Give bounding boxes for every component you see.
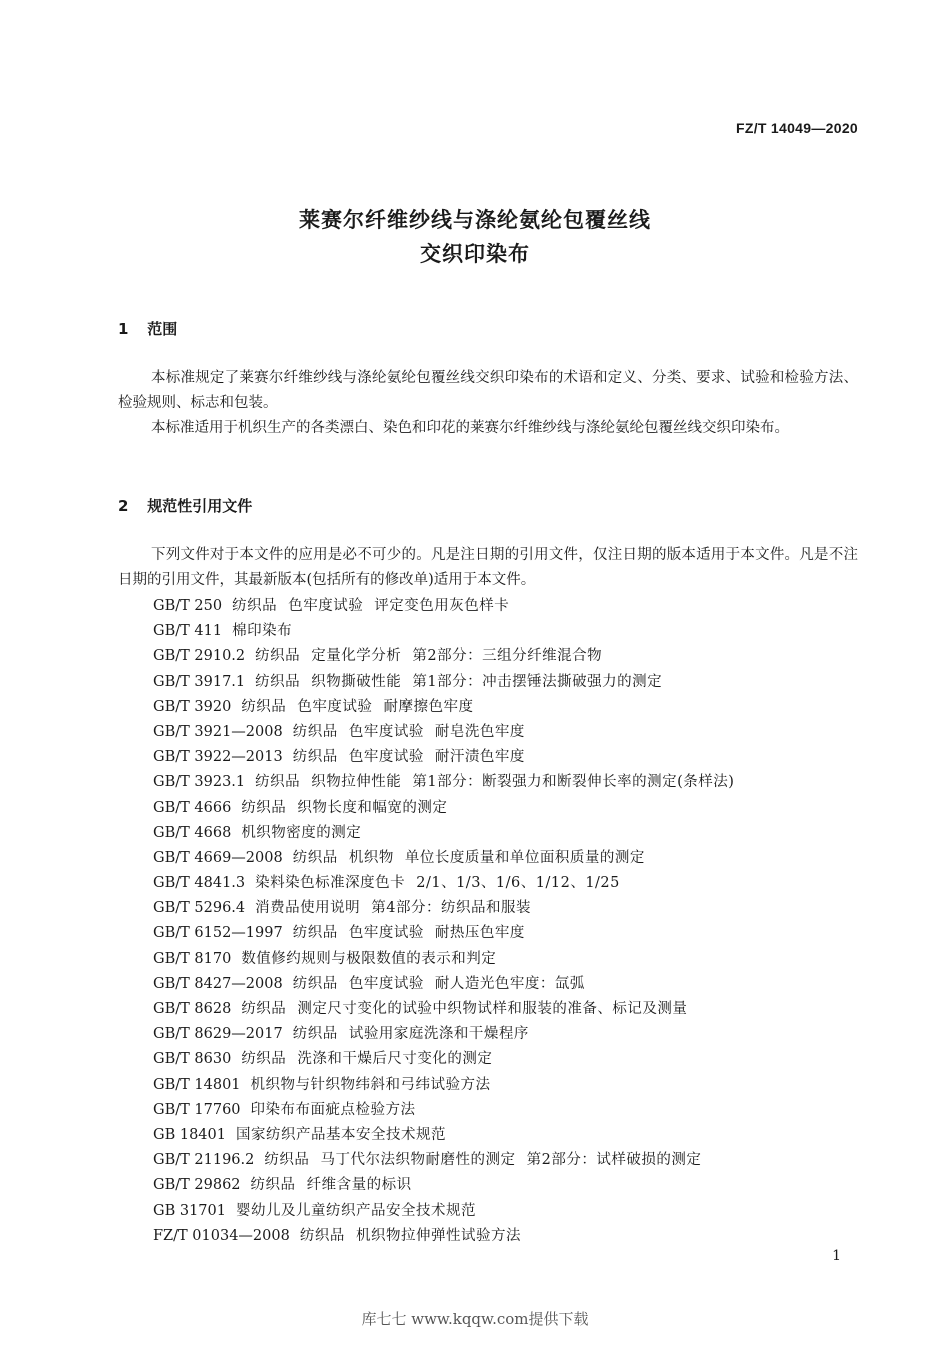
reference-title: 纺织品 色牢度试验 耐皂洗色牢度 [292, 723, 525, 740]
title-line-2: 交织印染布 [420, 242, 530, 266]
standard-code: FZ/T 14049—2020 [735, 120, 858, 136]
section-number: 1 [118, 320, 129, 338]
reference-title: 纺织品 织物撕破性能 第1部分：冲击摆锤法撕破强力的测定 [255, 673, 663, 690]
reference-item [153, 972, 734, 997]
reference-title: 纺织品 色牢度试验 耐热压色牢度 [292, 925, 525, 942]
reference-item [153, 720, 734, 745]
reference-code: GB/T 17760 [153, 1101, 241, 1118]
paragraph: 本标准适用于机织生产的各类漂白、染色和印花的莱赛尔纤维纱线与涤纶氨纶包覆丝线交织印染布。 [151, 420, 789, 436]
reference-title: 纺织品 色牢度试验 耐汗渍色牢度 [292, 749, 525, 766]
reference-code: GB/T 4668 [153, 824, 232, 841]
reference-item [153, 896, 734, 921]
reference-title: 印染布布面疵点检验方法 [250, 1101, 416, 1118]
reference-item [153, 1224, 734, 1249]
reference-code: GB/T 8628 [153, 1001, 232, 1017]
reference-code: GB/T 14801 [153, 1076, 241, 1093]
reference-code: GB/T 8629—2017 [153, 1026, 283, 1043]
reference-title: 婴幼儿及儿童纺织产品安全技术规范 [235, 1202, 476, 1219]
reference-code: GB/T 2910.2 [153, 648, 246, 665]
paragraph: 下列文件对于本文件的应用是必不可少的。凡是注日期的引用文件，仅注日期的版本适用于本文件。凡是不注日期的引用文件，其最新版本(包括所有的修改单)适用于本文件。 [118, 547, 858, 588]
reference-code: GB/T 6152—1997 [153, 925, 283, 942]
reference-item [153, 1173, 734, 1198]
reference-title: 数值修约规则与极限数值的表示和判定 [241, 950, 497, 967]
reference-code: GB 31701 [153, 1202, 226, 1219]
section-1-heading [118, 318, 177, 339]
reference-code: GB/T 250 [153, 598, 223, 614]
reference-item [153, 947, 734, 972]
reference-list [153, 594, 734, 1249]
reference-code: GB/T 8427—2008 [153, 975, 283, 992]
reference-title: 纺织品 定量化学分析 第2部分：三组分纤维混合物 [255, 648, 603, 665]
section-number: 2 [118, 497, 129, 515]
reference-code: GB 18401 [153, 1126, 226, 1143]
reference-item [153, 1047, 734, 1072]
reference-title: 机织物密度的测定 [241, 824, 362, 841]
reference-item [153, 1148, 734, 1173]
reference-title: 纺织品 色牢度试验 耐摩擦色牢度 [241, 698, 474, 715]
reference-item [153, 594, 734, 619]
reference-item [153, 846, 734, 871]
reference-code: GB/T 4666 [153, 799, 232, 816]
section-2-heading [118, 495, 252, 516]
reference-item [153, 619, 734, 644]
reference-item [153, 871, 734, 896]
footer-watermark: 库七七 www.kqqw.com提供下载 [361, 1310, 589, 1328]
reference-title: 消费品使用说明 第4部分：纺织品和服装 [255, 900, 531, 917]
reference-title: 纺织品 色牢度试验 评定变色用灰色样卡 [232, 598, 510, 614]
reference-title: 纺织品 马丁代尔法织物耐磨性的测定 第2部分：试样破损的测定 [264, 1152, 702, 1169]
reference-item [153, 921, 734, 946]
reference-title: 纺织品 洗涤和干燥后尺寸变化的测定 [241, 1051, 493, 1068]
reference-code: GB/T 3921—2008 [153, 723, 283, 740]
reference-title: 染料染色标准深度色卡 2/1、1/3、1/6、1/12、1/25 [255, 875, 620, 892]
reference-code: GB/T 21196.2 [153, 1152, 255, 1169]
reference-title: 纺织品 织物拉伸性能 第1部分：断裂强力和断裂伸长率的测定(条样法) [255, 774, 735, 791]
reference-title: 国家纺织产品基本安全技术规范 [235, 1126, 446, 1143]
reference-item [153, 1098, 734, 1123]
reference-item [153, 770, 734, 795]
title-line-1: 莱赛尔纤维纱线与涤纶氨纶包覆丝线 [299, 208, 651, 232]
document-title [0, 203, 950, 271]
reference-item [153, 644, 734, 669]
reference-item [153, 1073, 734, 1098]
reference-item [153, 821, 734, 846]
reference-title: 棉印染布 [232, 623, 293, 640]
reference-code: GB/T 4669—2008 [153, 849, 283, 866]
reference-item [153, 1123, 734, 1148]
reference-code: GB/T 29862 [153, 1177, 241, 1194]
reference-code: GB/T 3923.1 [153, 774, 246, 791]
reference-code: GB/T 8630 [153, 1051, 232, 1068]
reference-title: 纺织品 机织物 单位长度质量和单位面积质量的测定 [292, 849, 645, 866]
reference-item [153, 745, 734, 770]
reference-title: 纺织品 织物长度和幅宽的测定 [241, 799, 448, 816]
reference-item [153, 796, 734, 821]
section-title: 范围 [147, 320, 178, 338]
reference-item [153, 670, 734, 695]
page-number: 1 [832, 1248, 841, 1264]
section-title: 规范性引用文件 [147, 497, 253, 515]
reference-code: GB/T 4841.3 [153, 875, 246, 892]
reference-item [153, 997, 734, 1022]
reference-code: GB/T 3917.1 [153, 673, 246, 690]
reference-code: GB/T 5296.4 [153, 900, 246, 917]
reference-title: 机织物与针织物纬斜和弓纬试验方法 [250, 1076, 491, 1093]
reference-code: GB/T 3922—2013 [153, 749, 283, 766]
reference-item [153, 695, 734, 720]
reference-code: GB/T 8170 [153, 950, 232, 967]
reference-code: GB/T 411 [153, 623, 223, 640]
reference-title: 纺织品 试验用家庭洗涤和干燥程序 [292, 1026, 529, 1043]
paragraph: 本标准规定了莱赛尔纤维纱线与涤纶氨纶包覆丝线交织印染布的术语和定义、分类、要求、试验和检验方法、检验规则、标志和包装。 [118, 370, 858, 411]
reference-code: GB/T 3920 [153, 698, 232, 715]
reference-title: 纺织品 机织物拉伸弹性试验方法 [299, 1227, 521, 1244]
reference-code: FZ/T 01034—2008 [153, 1227, 290, 1244]
reference-title: 纺织品 纤维含量的标识 [250, 1177, 412, 1194]
reference-item [153, 1022, 734, 1047]
reference-item [153, 1199, 734, 1224]
reference-title: 纺织品 色牢度试验 耐人造光色牢度：氙弧 [292, 975, 585, 992]
reference-title: 纺织品 测定尺寸变化的试验中织物试样和服装的准备、标记及测量 [241, 1001, 688, 1017]
